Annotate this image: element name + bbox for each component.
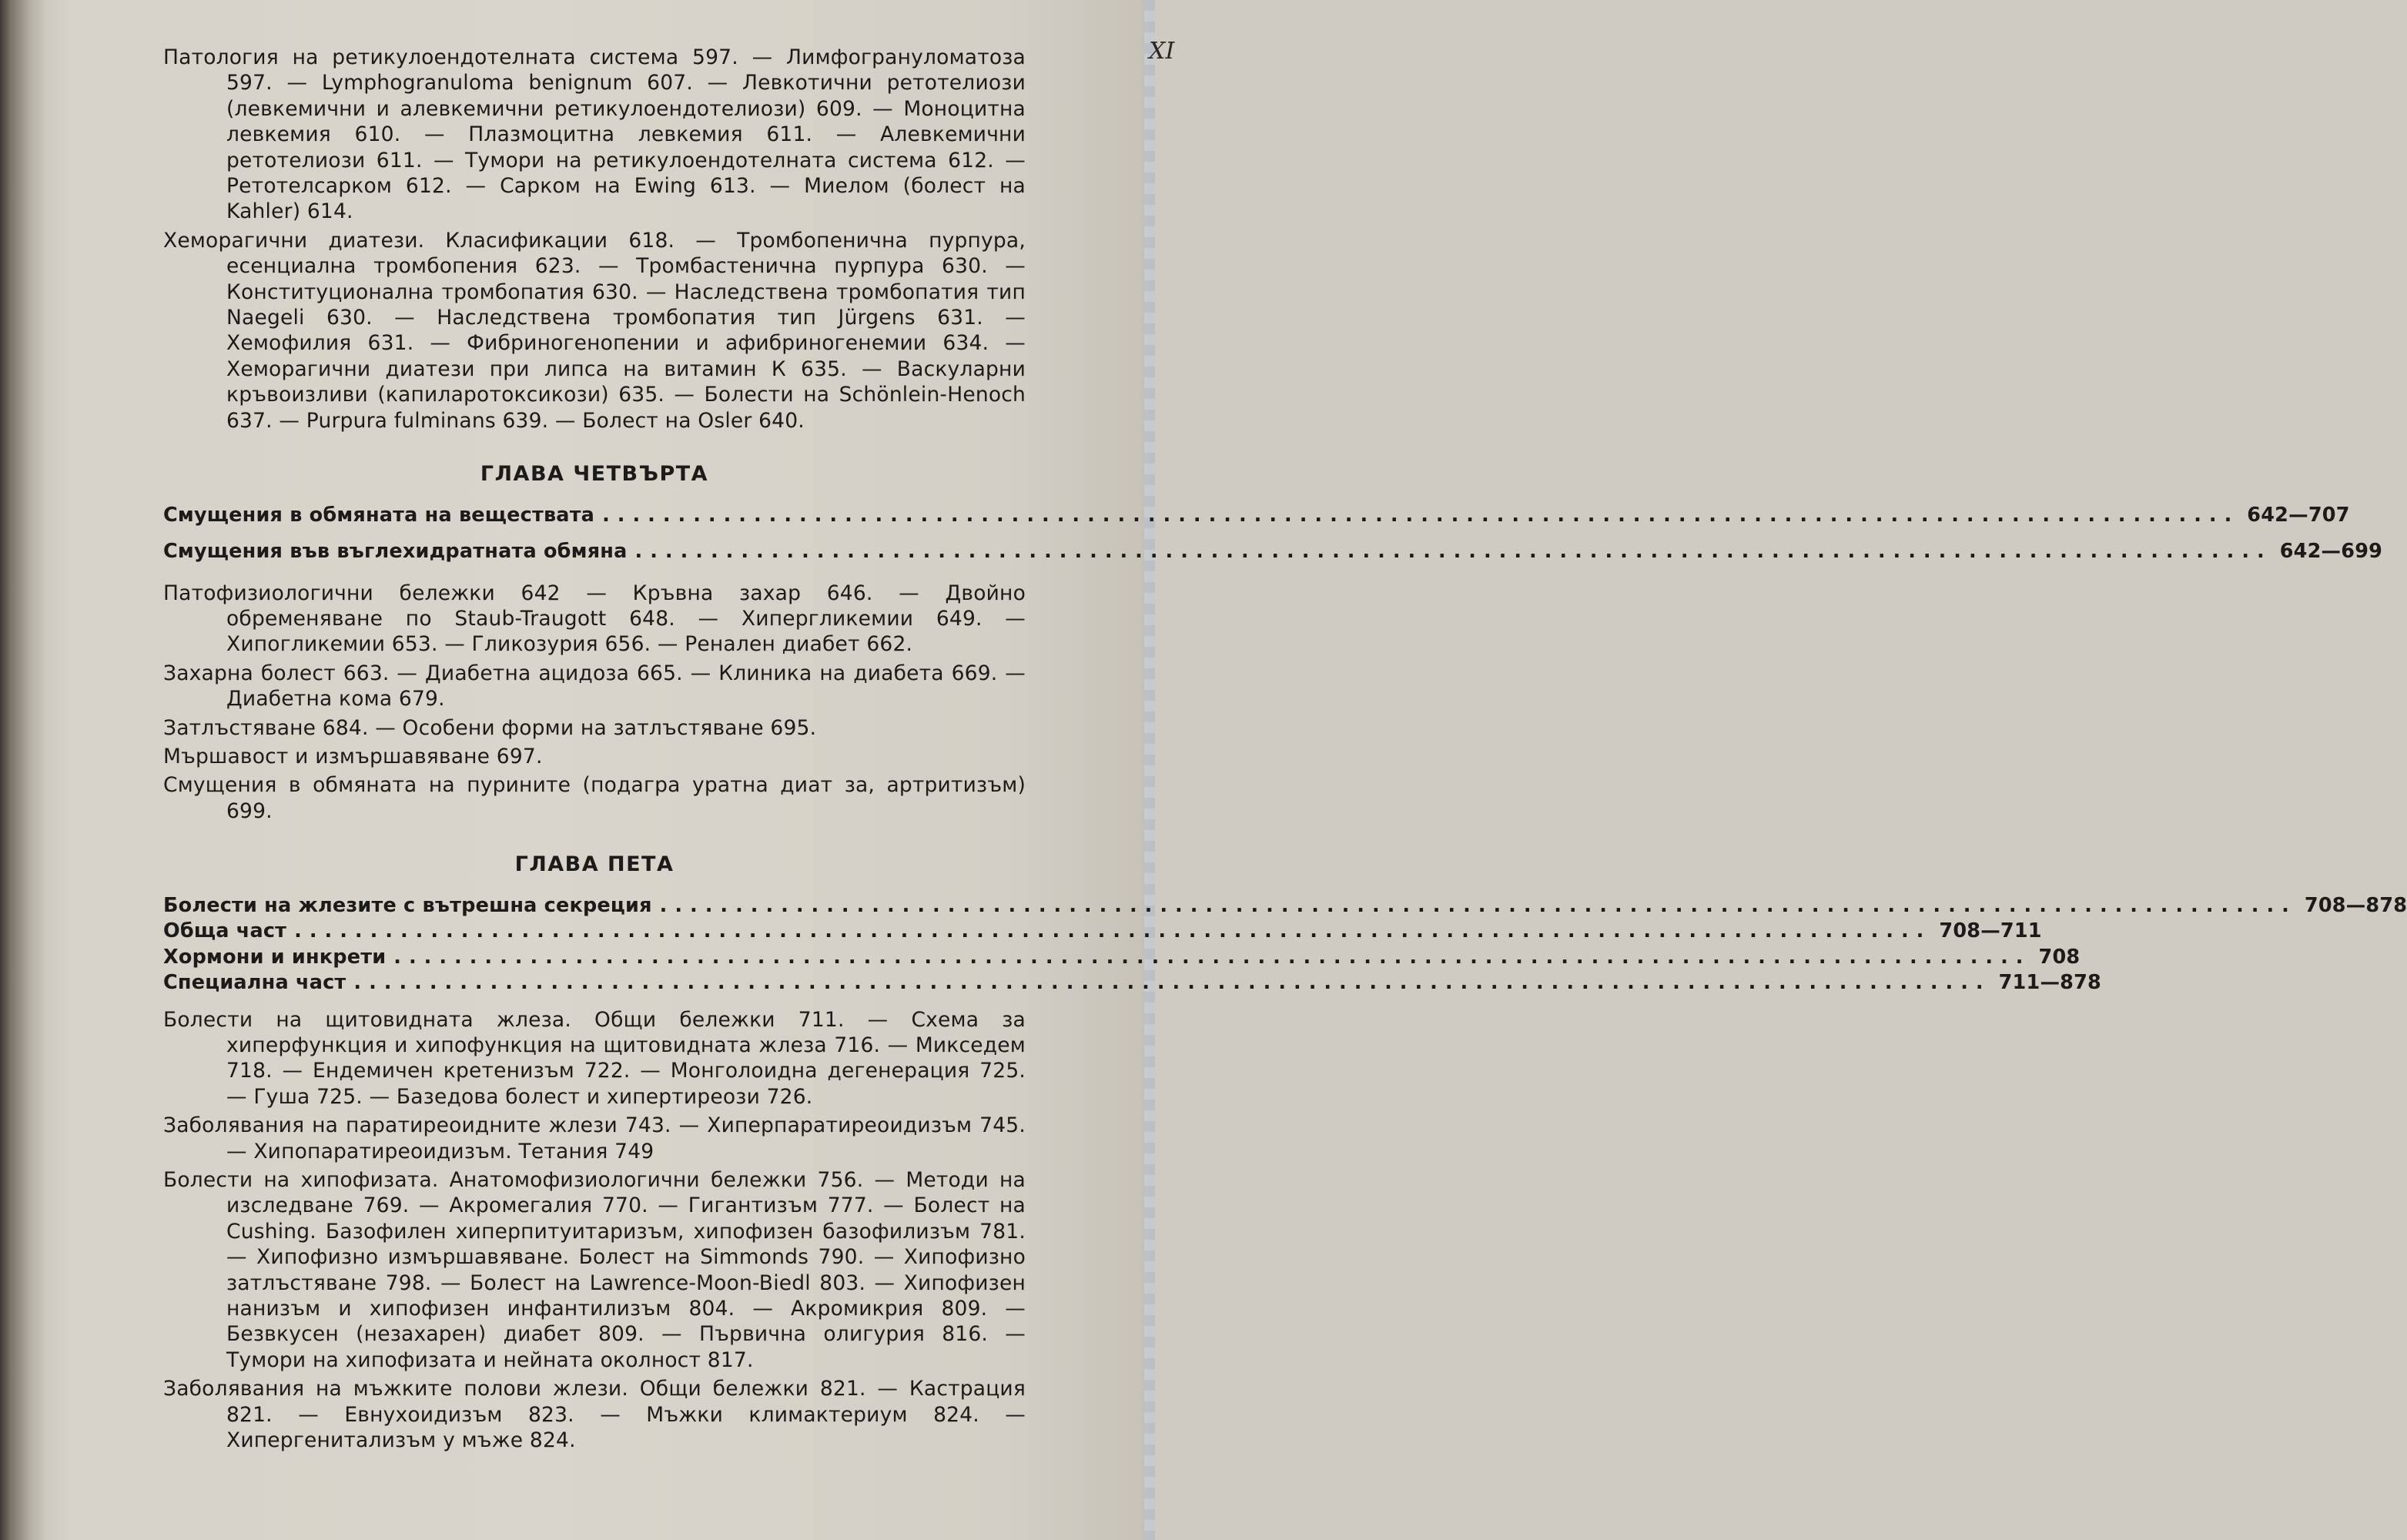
toc-pages: 642—707 [2247, 503, 2350, 527]
toc-row [163, 503, 2350, 529]
toc-label: Болести на жлезите с вътрешна секреция [163, 893, 652, 917]
toc-label: Смущения в обмяната на веществата [163, 503, 595, 527]
toc-row [163, 919, 2042, 945]
entry-thyroid: Болести на щитовидната жлеза. Общи бележки 711. — Схема за хиперфункция и хипофункция на щитовидната жлеза 716. — Микседем 718. — Ендемичен кретенизъм 722. — Монголоидна дегенерация 725. — Гуша 725. — Базедова болест и хипертиреози 726. [163, 1007, 1026, 1109]
toc-label: Специална част [163, 971, 346, 995]
entry-diabetes: Захарна болест 663. — Диабетна ацидоза 665. — Клиника на диабета 669. — Диабетна кома 679. [163, 661, 1026, 711]
book-gutter [0, 0, 46, 1540]
toc-pages: 711—878 [1998, 971, 2101, 995]
dot-leader: ............................................................................................................ [602, 503, 2240, 527]
toc-row [163, 893, 2407, 919]
toc-label: Хормони и инкрети [163, 945, 387, 969]
chapter-five-title: ГЛАВА ПЕТА [514, 852, 675, 877]
entry-male-gonads: Заболявания на мъжките полови жлези. Общи бележки 821. — Кастрация 821. — Евнухоидизъм 823. — Мъжки климактериум 824. — Хипергенитализъм у мъже 824. [163, 1377, 1026, 1453]
entry-pituitary: Болести на хипофизата. Анатомофизиологични бележки 756. — Методи на изследване 769. — Акромегалия 770. — Гигантизъм 777. — Болест на Cushing. Базофилен хиперпитуитаризъм, хипофизен базофилизъм 781. — Хипофизно измършавяване. Болест на Simmonds 790. — Хипофизно затлъстяване 798. — Болест на Lawrence-Moon-Biedl 803. — Хипофизен нанизъм и хипофизен инфантилизъм 804. — Акромикрия 809. — Безвкусен (незахарен) диабет 809. — Първична олигурия 816. — Тумори на хипофизата и нейната околност 817. [163, 1168, 1026, 1372]
entry-purine-metabolism: Смущения в обмяната на пурините (подагра уратна диат за, артритизъм) 699. [163, 773, 1026, 823]
spacer [163, 996, 1026, 1007]
page-content [163, 38, 2407, 1456]
entry-hemorrhagic-diatheses: Хеморагични диатези. Класификации 618. — Тромбопенична пурпура, есенциална тромбопения 623. — Тромбастенична пурпура 630. — Конституционална тромбопатия 630. — Наследствена тромбопатия тип Naegeli 630. — Наследствена тромбопатия тип Jürgens 631. — Хемофилия 631. — Фибриногенопении и афибриногенемии 634. — Хеморагични диатези при липса на витамин К 635. — Васкуларни кръвоизливи (капиларотоксикози) 635. — Болести на Schönlein-Henoch 637. — Purpura fulminans 639. — Болест на Osler 640. [163, 228, 1026, 433]
toc-row [163, 539, 2383, 565]
toc-pages: 708—878 [2304, 893, 2407, 917]
entry-emaciation: Мършавост и измършавяване 697. [163, 744, 543, 768]
toc-pages: 708—711 [1939, 919, 2042, 943]
entry-parathyroid: Заболявания на паратиреоидните жлези 743. — Хиперпаратиреоидизъм 745. — Хипопаратиреоидизъм. Тетания 749 [163, 1113, 1026, 1163]
spacer [163, 528, 1026, 539]
entry-reticuloendothelial: Патология на ретикулоендотелната система 597. — Лимфогрануломатоза 597. — Lymphogranuloma benignum 607. — Левкотични ретотелиози (левкемични и алевкемични ретикулоендотелиози) 609. — Моноцитна левкемия 610. — Плазмоцитна левкемия 611. — Алевкемични ретотелиози 611. — Тумори на ретикулоендотелната система 612. — Ретотелсарком 612. — Сарком на Ewing 613. — Миелом (болест на Kahler) 614. [163, 45, 1026, 224]
toc-pages: 642—699 [2279, 540, 2383, 563]
background-strip [1144, 0, 1155, 1540]
toc-row [163, 945, 2081, 971]
dot-leader: ............................................................................................................ [659, 893, 2297, 917]
entry-obesity: Затлъстяване 684. — Особени форми на затлъстяване 695. [163, 715, 817, 740]
entry-pathophysiology: Патофизиологични бележки 642 — Кръвна захар 646. — Двойно обременяване по Staub-Traugott 648. — Хипергликемии 649. — Хипогликемии 653. — Гликозурия 656. — Ренален диабет 662. [163, 581, 1026, 657]
dot-leader: ............................................................................................................ [353, 971, 1991, 995]
dot-leader: ............................................................................................................ [393, 945, 2031, 969]
dot-leader: ............................................................................................................ [294, 919, 1932, 943]
dot-leader: ............................................................................................................ [634, 540, 2272, 563]
page-number: XI [1149, 38, 1175, 65]
chapter-four-title: ГЛАВА ЧЕТВЪРТА [480, 462, 709, 487]
toc-row [163, 970, 2101, 996]
toc-pages: 708 [2038, 945, 2081, 969]
toc-label: Обща част [163, 919, 287, 943]
spacer [163, 565, 1026, 581]
toc-label: Смущения във въглехидратната обмяна [163, 540, 628, 563]
